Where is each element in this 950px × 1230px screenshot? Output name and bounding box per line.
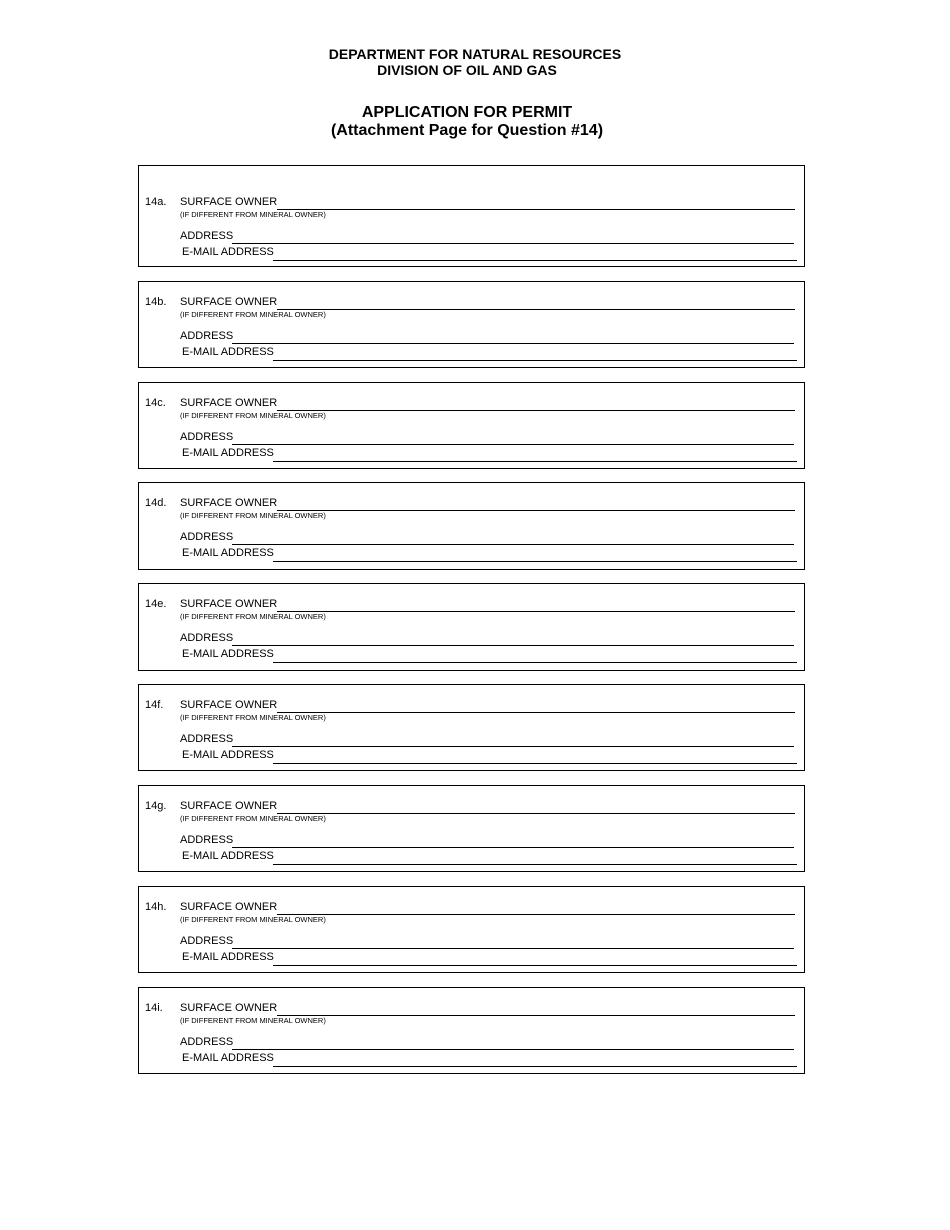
surface-owner-note: (IF DIFFERENT FROM MINERAL OWNER)	[180, 915, 326, 924]
address-label: ADDRESS	[180, 431, 234, 443]
address-field[interactable]	[232, 1049, 794, 1050]
surface-owner-note: (IF DIFFERENT FROM MINERAL OWNER)	[180, 210, 326, 219]
surface-owner-label: SURFACE OWNER	[180, 196, 278, 208]
surface-owner-note: (IF DIFFERENT FROM MINERAL OWNER)	[180, 814, 326, 823]
surface-owner-field[interactable]	[277, 309, 795, 310]
division-heading: DIVISION OF OIL AND GAS	[377, 62, 557, 78]
email-field[interactable]	[273, 461, 797, 462]
section-number: 14d.	[145, 497, 167, 509]
surface-owner-note: (IF DIFFERENT FROM MINERAL OWNER)	[180, 310, 326, 319]
email-label: E-MAIL ADDRESS	[182, 850, 274, 862]
surface-owner-field[interactable]	[277, 914, 795, 915]
address-label: ADDRESS	[180, 935, 234, 947]
owner-section	[138, 987, 805, 1074]
surface-owner-note: (IF DIFFERENT FROM MINERAL OWNER)	[180, 612, 326, 621]
address-field[interactable]	[232, 243, 794, 244]
email-label: E-MAIL ADDRESS	[182, 648, 274, 660]
section-number: 14c.	[145, 397, 166, 409]
address-label: ADDRESS	[180, 230, 234, 242]
email-label: E-MAIL ADDRESS	[182, 346, 274, 358]
owner-section	[138, 785, 805, 872]
address-field[interactable]	[232, 444, 794, 445]
section-number: 14a.	[145, 196, 167, 208]
owner-section	[138, 886, 805, 973]
address-field[interactable]	[232, 948, 794, 949]
email-field[interactable]	[273, 360, 797, 361]
owner-section	[138, 482, 805, 570]
section-number: 14f.	[145, 699, 164, 711]
section-number: 14e.	[145, 598, 167, 610]
address-field[interactable]	[232, 746, 794, 747]
section-number: 14h.	[145, 901, 167, 913]
address-field[interactable]	[232, 343, 794, 344]
address-label: ADDRESS	[180, 632, 234, 644]
email-label: E-MAIL ADDRESS	[182, 447, 274, 459]
surface-owner-field[interactable]	[277, 510, 795, 511]
email-field[interactable]	[273, 965, 797, 966]
address-field[interactable]	[232, 847, 794, 848]
surface-owner-field[interactable]	[277, 611, 795, 612]
email-label: E-MAIL ADDRESS	[182, 547, 274, 559]
surface-owner-field[interactable]	[277, 712, 795, 713]
surface-owner-label: SURFACE OWNER	[180, 296, 278, 308]
surface-owner-label: SURFACE OWNER	[180, 598, 278, 610]
email-label: E-MAIL ADDRESS	[182, 246, 274, 258]
surface-owner-label: SURFACE OWNER	[180, 901, 278, 913]
section-number: 14b.	[145, 296, 167, 308]
email-field[interactable]	[273, 763, 797, 764]
surface-owner-field[interactable]	[277, 410, 795, 411]
section-number: 14g.	[145, 800, 167, 812]
surface-owner-field[interactable]	[277, 1015, 795, 1016]
address-label: ADDRESS	[180, 531, 234, 543]
owner-section	[138, 583, 805, 671]
owner-section	[138, 382, 805, 469]
surface-owner-label: SURFACE OWNER	[180, 397, 278, 409]
email-field[interactable]	[273, 864, 797, 865]
address-label: ADDRESS	[180, 330, 234, 342]
owner-section	[138, 165, 805, 267]
surface-owner-note: (IF DIFFERENT FROM MINERAL OWNER)	[180, 411, 326, 420]
section-number: 14i.	[145, 1002, 163, 1014]
address-field[interactable]	[232, 645, 794, 646]
email-label: E-MAIL ADDRESS	[182, 749, 274, 761]
surface-owner-label: SURFACE OWNER	[180, 800, 278, 812]
email-field[interactable]	[273, 1066, 797, 1067]
address-field[interactable]	[232, 544, 794, 545]
surface-owner-note: (IF DIFFERENT FROM MINERAL OWNER)	[180, 1016, 326, 1025]
address-label: ADDRESS	[180, 1036, 234, 1048]
address-label: ADDRESS	[180, 733, 234, 745]
form-title: APPLICATION FOR PERMIT	[361, 104, 573, 121]
surface-owner-field[interactable]	[277, 209, 795, 210]
owner-section	[138, 684, 805, 771]
email-field[interactable]	[273, 662, 797, 663]
email-field[interactable]	[273, 561, 797, 562]
surface-owner-field[interactable]	[277, 813, 795, 814]
email-label: E-MAIL ADDRESS	[182, 951, 274, 963]
owner-section	[138, 281, 805, 368]
form-subtitle: (Attachment Page for Question #14)	[330, 122, 604, 139]
surface-owner-label: SURFACE OWNER	[180, 497, 278, 509]
email-field[interactable]	[273, 260, 797, 261]
surface-owner-label: SURFACE OWNER	[180, 699, 278, 711]
surface-owner-note: (IF DIFFERENT FROM MINERAL OWNER)	[180, 713, 326, 722]
email-label: E-MAIL ADDRESS	[182, 1052, 274, 1064]
surface-owner-label: SURFACE OWNER	[180, 1002, 278, 1014]
address-label: ADDRESS	[180, 834, 234, 846]
department-heading: DEPARTMENT FOR NATURAL RESOURCES	[328, 46, 622, 62]
surface-owner-note: (IF DIFFERENT FROM MINERAL OWNER)	[180, 511, 326, 520]
